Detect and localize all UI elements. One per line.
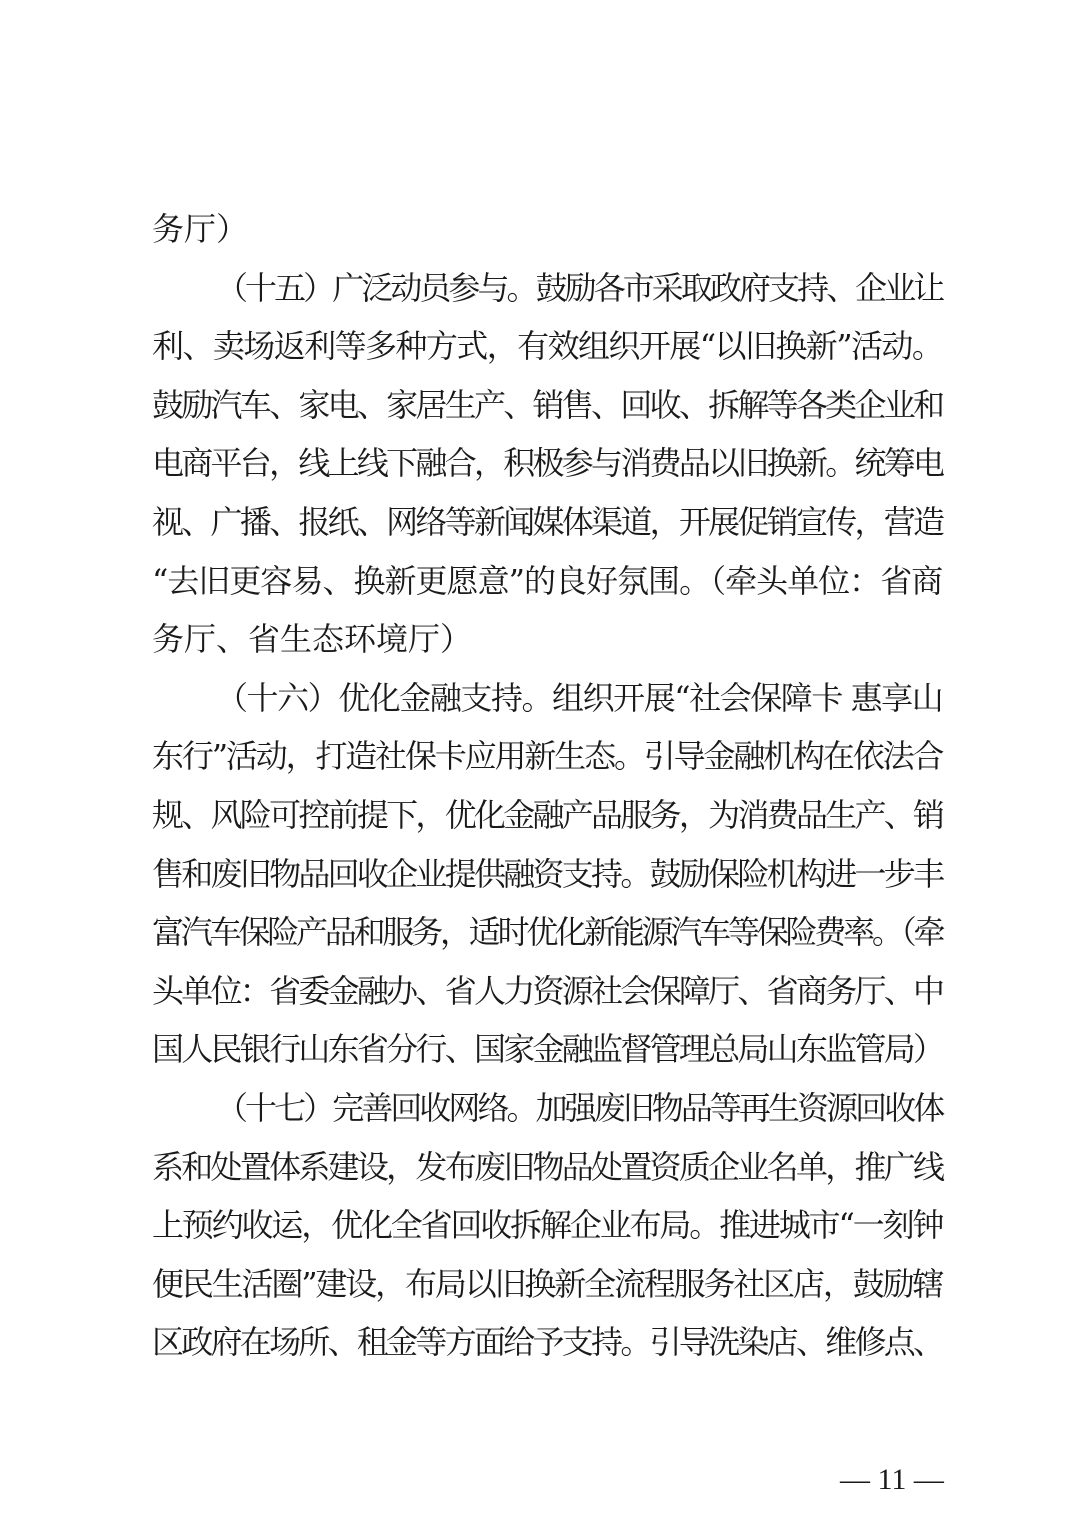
text-line: 富汽车保险产品和服务，适时优化新能源汽车等保险费率。（牵 bbox=[152, 913, 942, 952]
text-line: 利、卖场返利等多种方式，有效组织开展“以旧换新”活动。 bbox=[152, 327, 942, 366]
text-line: 便民生活圈”建设，布局以旧换新全流程服务社区店，鼓励辖 bbox=[152, 1264, 942, 1303]
text-line: 头单位：省委金融办、省人力资源社会保障厅、省商务厅、中 bbox=[152, 971, 942, 1010]
text-line: 上预约收运，优化全省回收拆解企业布局。推进城市“一刻钟 bbox=[152, 1206, 942, 1245]
page-number: — 11 — bbox=[840, 1463, 944, 1496]
text-line: 东行”活动，打造社保卡应用新生态。引导金融机构在依法合 bbox=[152, 737, 942, 776]
text-line: 国人民银行山东省分行、国家金融监督管理总局山东监管局） bbox=[152, 1030, 942, 1069]
text-line: 视、广播、报纸、网络等新闻媒体渠道，开展促销宣传，营造 bbox=[152, 502, 942, 541]
text-line: 务厅、省生态环境厅） bbox=[152, 620, 473, 659]
body-text bbox=[152, 200, 942, 1372]
text-line: “去旧更容易、换新更愿意”的良好氛围。（牵头单位：省商 bbox=[152, 561, 942, 600]
text-line: 鼓励汽车、家电、家居生产、销售、回收、拆解等各类企业和 bbox=[152, 385, 942, 424]
text-line: 区政府在场所、租金等方面给予支持。引导洗染店、维修点、 bbox=[152, 1323, 942, 1362]
text-line: 系和处置体系建设，发布废旧物品处置资质企业名单，推广线 bbox=[152, 1147, 942, 1186]
text-line: （十七）完善回收网络。加强废旧物品等再生资源回收体 bbox=[216, 1088, 942, 1127]
text-line: 务厅） bbox=[152, 210, 249, 248]
text-line: 规、风险可控前提下，优化金融产品服务，为消费品生产、销 bbox=[152, 795, 942, 834]
text-line: 电商平台，线上线下融合，积极参与消费品以旧换新。统筹电 bbox=[152, 444, 942, 483]
text-line: 售和废旧物品回收企业提供融资支持。鼓励保险机构进一步丰 bbox=[152, 854, 942, 893]
text-line: （十五）广泛动员参与。鼓励各市采取政府支持、企业让 bbox=[216, 268, 942, 307]
text-line: （十六）优化金融支持。组织开展“社会保障卡 惠享山 bbox=[216, 678, 942, 717]
